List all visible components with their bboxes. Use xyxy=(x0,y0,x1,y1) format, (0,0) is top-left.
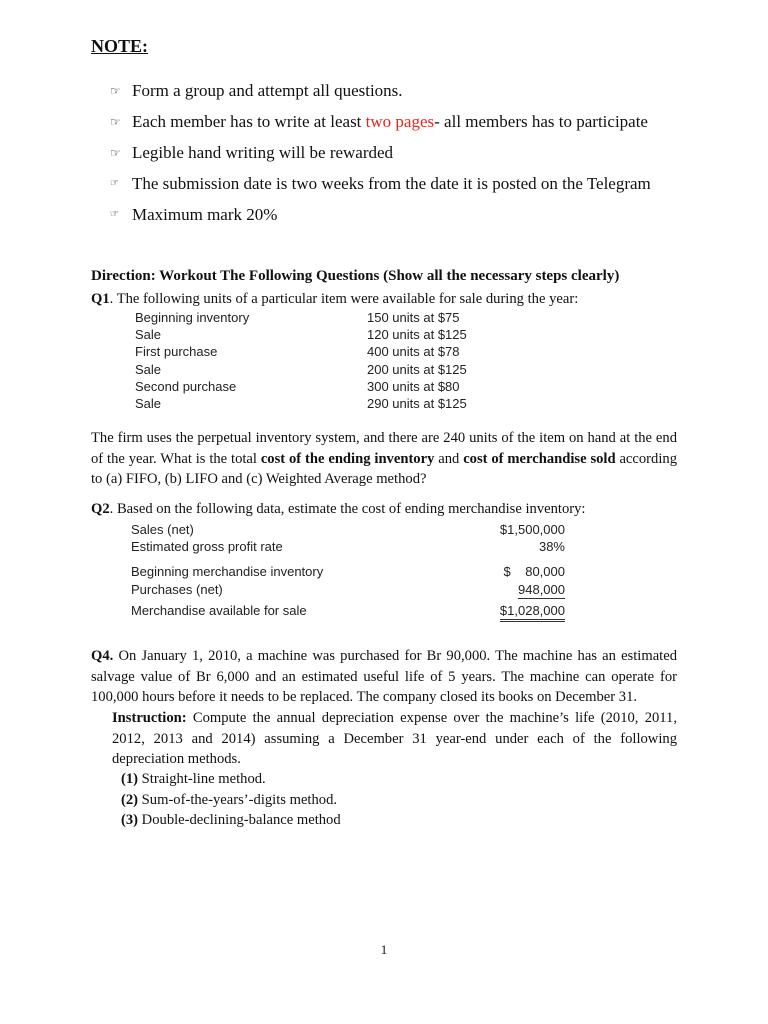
table-spacer xyxy=(131,555,565,563)
q4-instruction: Instruction: Compute the annual depreciation expense over the machine’s life (2010, 2011, 2012, 2013 and 2014) assuming a December 31 year-end under each of the following depreciation methods. xyxy=(112,710,677,767)
direction-heading: Direction: Workout The Following Questions (Show all the necessary steps clearly) xyxy=(91,268,620,284)
note-bullet xyxy=(110,80,651,111)
table-row: Sale 290 units at $125 xyxy=(135,395,467,411)
q1-inventory-table xyxy=(135,309,480,412)
q1-question-text: The firm uses the perpetual inventory system, and there are 240 units of the item on hand at the end of the year. What is the total cost of the ending inventory and cost of merchandise sold according to (a) FIFO, (b) LIFO and (c) Weighted Average method? xyxy=(91,430,677,487)
bullet-text: Form a group and attempt all questions. xyxy=(132,81,403,100)
note-bullet xyxy=(110,173,651,204)
table-row: Sale 120 units at $125 xyxy=(135,327,467,343)
note-bullet-list xyxy=(110,80,651,235)
table-row: Second purchase 300 units at $80 xyxy=(135,378,460,394)
note-bullet xyxy=(110,111,651,142)
pointing-hand-icon: ☞ xyxy=(110,178,119,189)
table-row: Sale 200 units at $125 xyxy=(135,361,467,377)
q1-intro: Q1. The following units of a particular item were available for sale during the year: xyxy=(91,291,579,307)
pointing-hand-icon: ☞ xyxy=(110,115,121,129)
list-item: (2) Sum-of-the-years’-digits method. xyxy=(121,791,338,808)
depreciation-methods-list xyxy=(121,769,341,831)
q2-intro: Q2. Based on the following data, estimate the cost of ending merchandise inventory: xyxy=(91,501,586,517)
highlight-two-pages: two pages xyxy=(365,112,435,131)
note-bullet xyxy=(110,204,651,235)
list-item: (3) Double-declining-balance method xyxy=(121,812,341,828)
table-row: Beginning merchandise inventory $ 80,000 xyxy=(131,564,565,580)
table-row: Purchases (net) 948,000 xyxy=(131,581,565,597)
q4-question-text: Q4. On January 1, 2010, a machine was purchased for Br 90,000. The machine has an estimated salvage value of Br 6,000 and an estimated useful life of 5 years. The machine can operate for 100,000 hours before it needs to be replaced. The company closed its books on December 31. xyxy=(91,648,677,705)
pointing-hand-icon: ☞ xyxy=(110,209,119,220)
bullet-text: Legible hand writing will be rewarded xyxy=(132,143,394,162)
bullet-text: Each member has to write at least two pages- all members has to participate xyxy=(132,112,648,131)
table-row: Beginning inventory 150 units at $75 xyxy=(135,310,460,325)
bullet-text: The submission date is two weeks from the date it is posted on the Telegram xyxy=(132,174,651,193)
page-number: 1 xyxy=(380,942,388,957)
pointing-hand-icon: ☞ xyxy=(110,84,121,98)
q2-data-table xyxy=(131,521,565,619)
bullet-text: Maximum mark 20% xyxy=(132,205,278,224)
list-item: (1) Straight-line method. xyxy=(121,771,266,787)
table-row: Merchandise available for sale $1,028,000 xyxy=(131,602,565,619)
table-row: Sales (net) $1,500,000 xyxy=(131,522,565,537)
pointing-hand-icon: ☞ xyxy=(110,146,121,160)
note-bullet xyxy=(110,142,651,173)
table-row: Estimated gross profit rate 38% xyxy=(131,539,565,555)
table-row: First purchase 400 units at $78 xyxy=(135,344,460,360)
note-heading: NOTE: xyxy=(91,36,149,56)
